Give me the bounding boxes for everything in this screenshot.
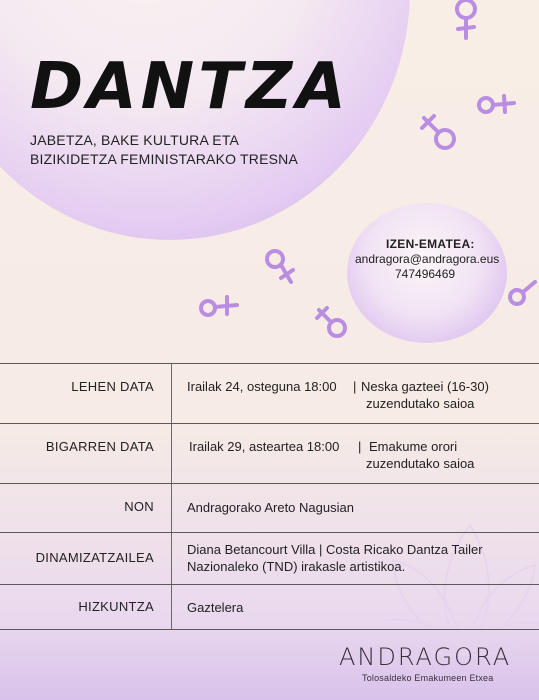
row-value-audience-line2: zuzendutako saioa	[366, 456, 475, 471]
column-divider	[171, 585, 172, 629]
female-symbol-icon	[505, 280, 539, 310]
page-title: DANTZA	[30, 50, 350, 124]
registration-heading: IZEN-EMATEA:	[386, 237, 475, 251]
row-value-language: Gaztelera	[187, 600, 244, 615]
row-label: DINAMIZATZAILEA	[35, 550, 154, 565]
row-value-date: Irailak 24, osteguna 18:00	[187, 379, 337, 394]
female-symbol-icon	[446, 0, 486, 42]
table-row	[0, 532, 539, 584]
row-value-facilitator-line2: Nazionaleko (TND) irakasle artistikoa.	[187, 559, 406, 574]
female-symbol-icon	[197, 292, 241, 322]
value-separator: |	[358, 439, 362, 454]
row-label: HIZKUNTZA	[78, 599, 154, 614]
row-value-audience: Neska gazteei (16-30)	[361, 379, 489, 394]
female-symbol-icon	[474, 92, 518, 120]
female-symbol-icon	[418, 114, 462, 156]
brand-logo: ANDRAGORA	[339, 643, 512, 671]
table-row	[0, 363, 539, 423]
column-divider	[171, 484, 172, 532]
subtitle-line: JABETZA, BAKE KULTURA ETA	[30, 132, 240, 148]
row-value-audience: Emakume orori	[369, 439, 458, 454]
column-divider	[171, 364, 172, 423]
info-table	[0, 363, 539, 630]
brand-tagline: Tolosaldeko Emakumeen Etxea	[362, 673, 494, 683]
female-symbol-icon	[313, 304, 353, 342]
column-divider	[171, 424, 172, 483]
female-symbol-icon	[257, 244, 297, 290]
row-value-audience-line2: zuzendutako saioa	[366, 396, 475, 411]
row-label: BIGARREN DATA	[45, 439, 154, 454]
row-value-location: Andragorako Areto Nagusian	[187, 500, 354, 515]
table-row	[0, 483, 539, 532]
subtitle-line: BIZIKIDETZA FEMINISTARAKO TRESNA	[30, 151, 299, 167]
row-label: LEHEN DATA	[71, 379, 154, 394]
row-label: NON	[124, 499, 154, 514]
table-row	[0, 423, 539, 483]
column-divider	[171, 533, 172, 584]
registration-phone[interactable]: 747496469	[395, 267, 456, 281]
row-value-date: Irailak 29, asteartea 18:00	[189, 439, 340, 454]
value-separator: |	[353, 379, 357, 394]
row-value-facilitator: Diana Betancourt Villa | Costa Ricako Dantza Tailer	[187, 542, 483, 557]
table-row	[0, 584, 539, 630]
registration-email[interactable]: andragora@andragora.eus	[355, 252, 500, 266]
page-subtitle	[30, 131, 298, 169]
